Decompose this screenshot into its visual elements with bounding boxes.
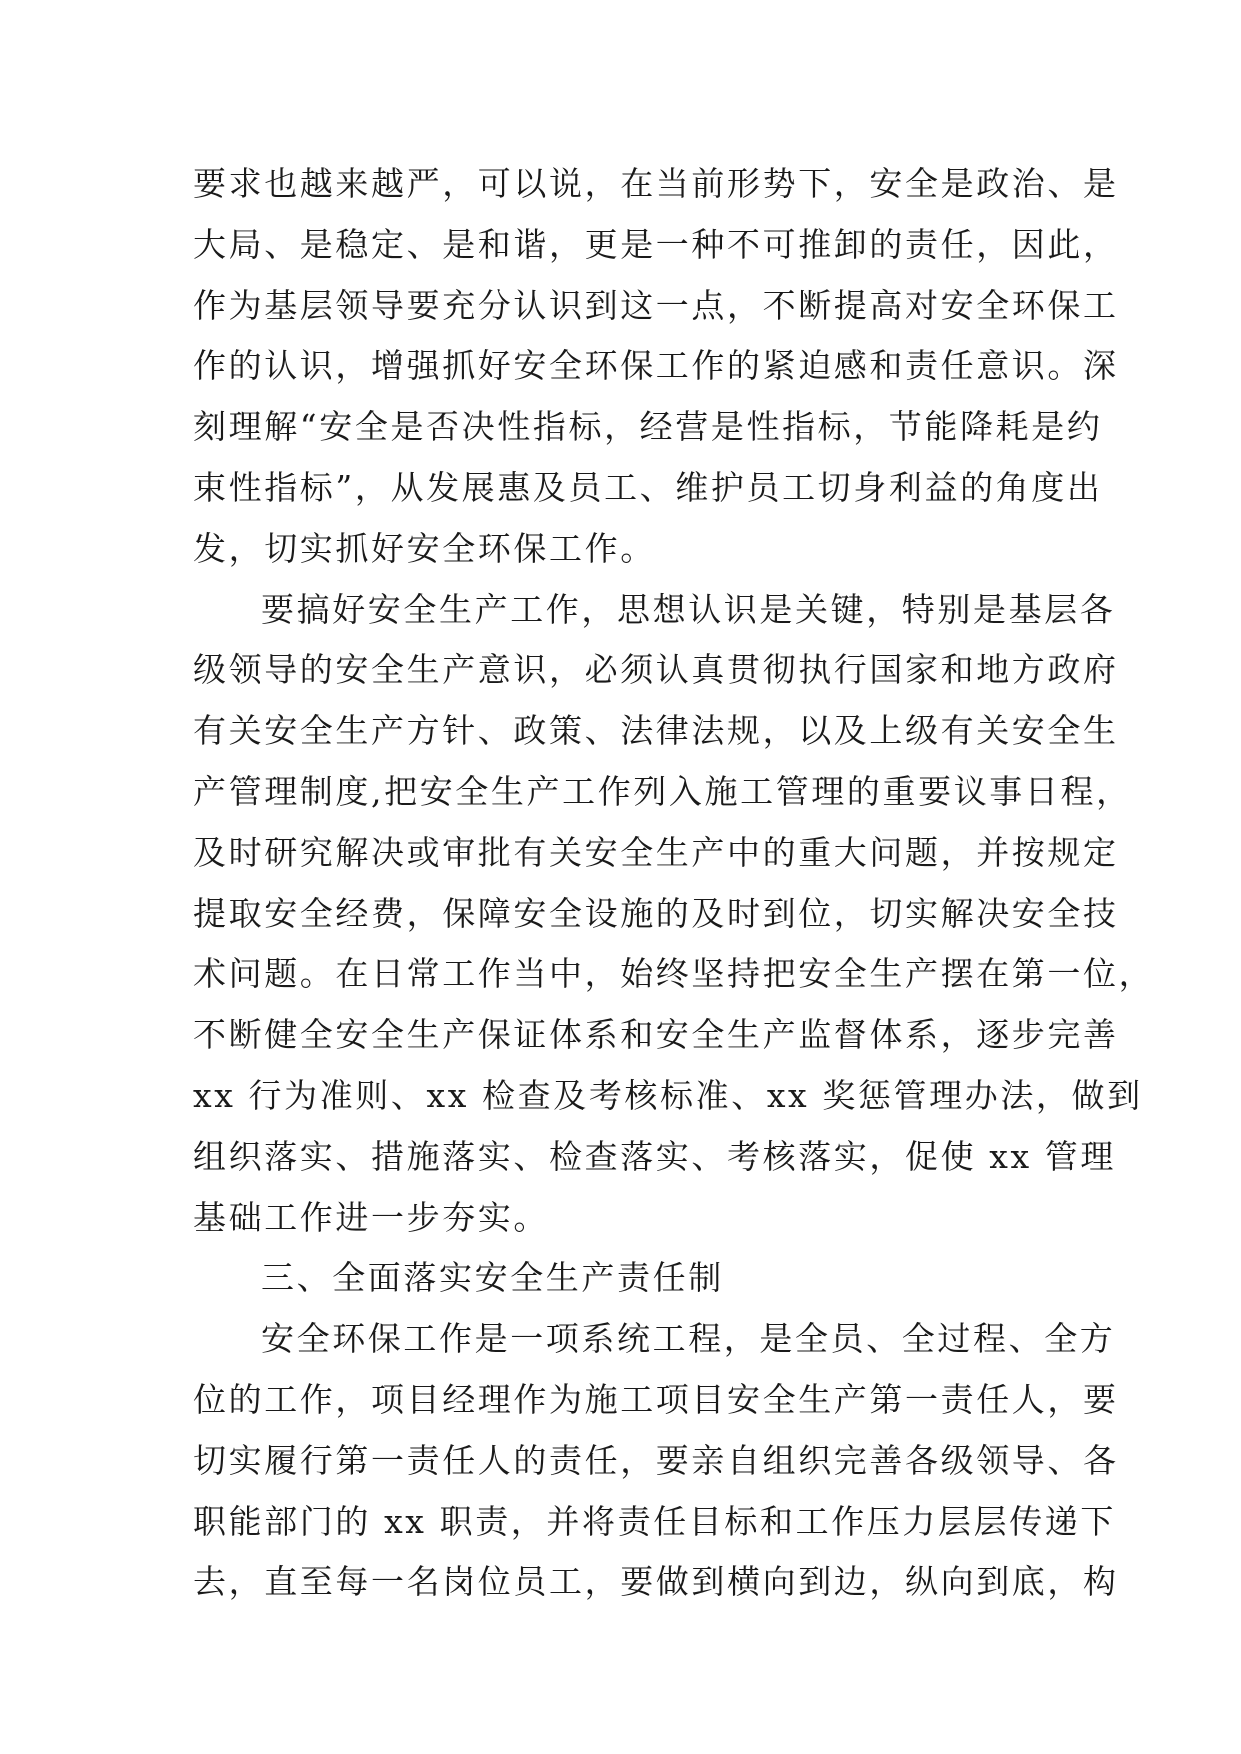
section-heading: 三、全面落实安全生产责任制: [261, 1258, 724, 1298]
text-line: 及时研究解决或审批有关安全生产中的重大问题，并按规定: [193, 832, 1119, 872]
text-line: 切实履行第一责任人的责任，要亲自组织完善各级领导、各: [193, 1440, 1119, 1480]
paragraph-start-line: 要搞好安全生产工作，思想认识是关键，特别是基层各: [261, 589, 1116, 629]
text-line: 基础工作进一步夯实。: [193, 1197, 549, 1237]
text-line: 职能部门的 xx 职责，并将责任目标和工作压力层层传递下: [193, 1501, 1117, 1541]
text-line: 组织落实、措施落实、检查落实、考核落实，促使 xx 管理: [193, 1136, 1117, 1176]
text-line: 刻理解“安全是否决性指标，经营是性指标，节能降耗是约: [193, 407, 1103, 447]
paragraph-start-line: 安全环保工作是一项系统工程，是全员、全过程、全方: [261, 1319, 1116, 1359]
text-line: xx 行为准则、xx 检查及考核标准、xx 奖惩管理办法，做到: [193, 1075, 1143, 1115]
text-line: 束性指标”，从发展惠及员工、维护员工切身利益的角度出: [193, 467, 1103, 507]
text-line: 大局、是稳定、是和谐，更是一种不可推卸的责任，因此，: [193, 224, 1119, 264]
text-line: 发，切实抓好安全环保工作。: [193, 528, 656, 568]
text-line: 级领导的安全生产意识，必须认真贯彻执行国家和地方政府: [193, 650, 1119, 690]
text-line: 有关安全生产方针、政策、法律法规，以及上级有关安全生: [193, 711, 1119, 751]
text-line: 去，直至每一名岗位员工，要做到横向到边，纵向到底，构: [193, 1562, 1119, 1602]
text-line: 作为基层领导要充分认识到这一点，不断提高对安全环保工: [193, 285, 1119, 325]
text-line: 提取安全经费，保障安全设施的及时到位，切实解决安全技: [193, 893, 1119, 933]
text-line: 要求也越来越严，可以说，在当前形势下，安全是政治、是: [193, 164, 1119, 203]
document-body: [193, 154, 1155, 1613]
text-line: 术问题。在日常工作当中，始终坚持把安全生产摆在第一位，: [193, 954, 1155, 994]
text-line: 不断健全安全生产保证体系和安全生产监督体系，逐步完善: [193, 1015, 1119, 1055]
text-line: 位的工作，项目经理作为施工项目安全生产第一责任人，要: [193, 1379, 1119, 1419]
text-line: 产管理制度,把安全生产工作列入施工管理的重要议事日程，: [193, 771, 1132, 811]
text-line: 作的认识，增强抓好安全环保工作的紧迫感和责任意识。深: [193, 346, 1119, 386]
